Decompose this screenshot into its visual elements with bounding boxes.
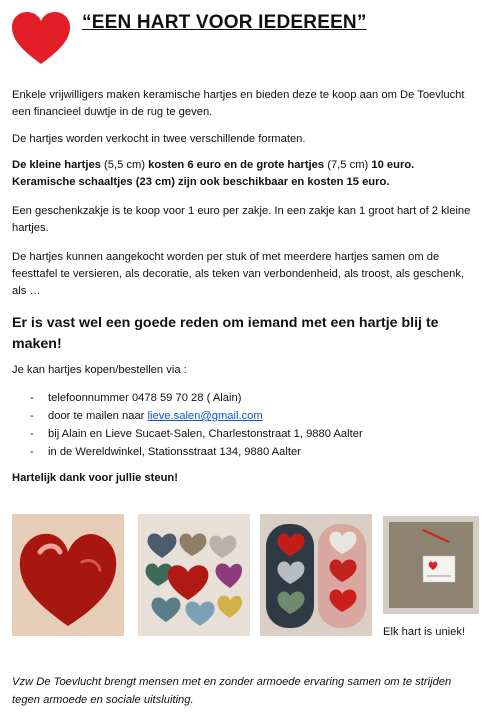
bowls-price: Keramische schaaltjes (23 cm) zijn ook beschikbaar en kosten 15 euro. xyxy=(12,176,390,188)
large-size: (7,5 cm) xyxy=(324,159,372,171)
email-link[interactable]: lieve.salen@gmail.com xyxy=(147,410,263,422)
gift-bag-paragraph: Een geschenkzakje is te koop voor 1 euro per zakje. In een zakje kan 1 groot hart of 2 kleine hartjes. xyxy=(12,205,471,234)
bullet-dash: - xyxy=(30,410,34,422)
photo-gift-bag xyxy=(383,516,479,614)
bullet-dash: - xyxy=(30,392,34,404)
formats-paragraph: De hartjes worden verkocht in twee verschillende formaten. xyxy=(12,133,306,145)
prices-paragraph xyxy=(12,157,472,191)
thanks-text: Hartelijk dank voor jullie steun! xyxy=(12,472,178,484)
phone-text: telefoonnummer 0478 59 70 28 ( Alain) xyxy=(48,392,242,404)
address-2-text: in de Wereldwinkel, Stationsstraat 134, 9880 Aalter xyxy=(48,446,301,458)
photo-red-heart xyxy=(12,514,124,636)
photo-hearts-in-bowls xyxy=(260,514,372,636)
contact-phone xyxy=(12,389,472,407)
headline: Er is vast wel een goede reden om iemand met een hartje blij te maken! xyxy=(12,315,439,352)
small-price: kosten 6 euro en de grote hartjes xyxy=(148,159,325,171)
small-size: (5,5 cm) xyxy=(100,159,149,171)
contact-list xyxy=(12,389,472,461)
address-1-text: bij Alain en Lieve Sucaet-Salen, Charlestonstraat 1, 9880 Aalter xyxy=(48,428,363,440)
page-title: “EEN HART VOOR IEDEREEN” xyxy=(82,12,367,33)
intro-paragraph: Enkele vrijwilligers maken keramische hartjes en bieden deze te koop aan om De Toevlucht een financieel duwtje in de rug te geven. xyxy=(12,89,465,118)
contact-mail xyxy=(12,407,472,425)
small-hearts-label: De kleine hartjes xyxy=(12,159,101,171)
contact-address-2 xyxy=(12,443,472,461)
mail-prefix: door te mailen naar xyxy=(48,410,148,422)
large-price: 10 euro. xyxy=(371,159,415,171)
photo-caption: Elk hart is uniek! xyxy=(383,626,466,638)
bullet-dash: - xyxy=(30,428,34,440)
footer-text: Vzw De Toevlucht brengt mensen met en zonder armoede ervaring samen om te strijden tegen armoede en sociale uitsluiting. xyxy=(12,676,452,706)
photo-assorted-hearts xyxy=(138,514,250,636)
bullet-dash: - xyxy=(30,446,34,458)
order-intro: Je kan hartjes kopen/bestellen via : xyxy=(12,364,187,376)
uses-paragraph: De hartjes kunnen aangekocht worden per stuk of met meerdere hartjes samen om de feesttafel te versieren, als decoratie, als teken van verbondenheid, als troost, als geschenk, als … xyxy=(12,251,465,297)
contact-address-1 xyxy=(12,425,472,443)
heart-logo-icon xyxy=(10,10,72,66)
